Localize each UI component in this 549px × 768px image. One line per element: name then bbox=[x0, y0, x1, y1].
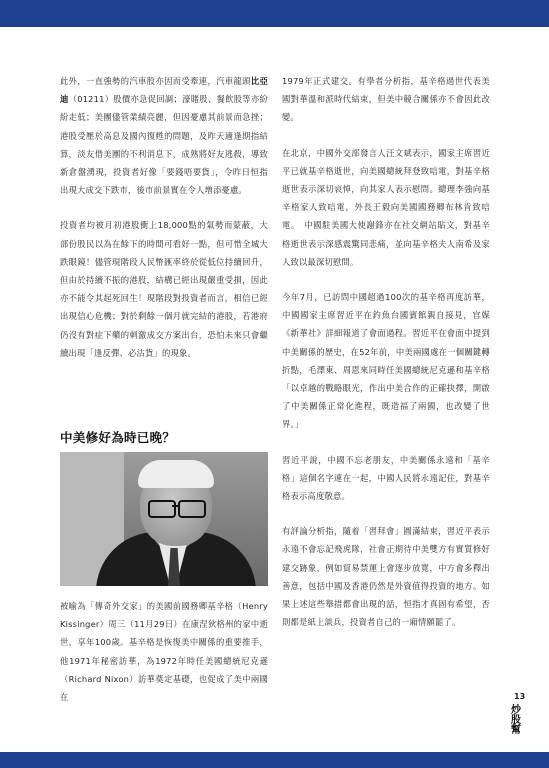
article-paragraph: 今年7月，已訪問中國超過100次的基辛格再度訪華，中國國家主席習近平在釣魚台國賓館親自接見，官媒《新華社》詳細報道了會面過程。習近平在會面中提到中美關係的歷史，在52年前，中美兩國處在一個關鍵轉折點，毛澤東、周恩來同時任美國總統尼克遜和基辛格「以卓越的戰略眼光，作出中美合作的正確抉擇，開啟了中美關係正常化進程，既造福了兩國，也改變了世界。」 bbox=[282, 292, 490, 430]
page-number: 13 bbox=[514, 692, 526, 701]
portrait-photo bbox=[60, 452, 268, 586]
article-paragraph: 1979年正式建交。有學者分析指，基辛格過世代表美國對華溫和派時代結束，但美中競合關係亦不會因此改變。 bbox=[282, 76, 490, 123]
bottom-banner-bar bbox=[0, 752, 549, 768]
bold-stock-name: 比亞迪 bbox=[60, 76, 268, 105]
article-paragraph: 投資者均被月初港股衝上18,000點的氣勢而蒙蔽，大部份股民以為在餘下的時間可看好一點，但可惜全城大跌眼鏡！儘管現階段人民幣匯率終於從低位持續回升，但由於持續不振的港股，結構已經出現嚴重受損，因此亦不能令其起死回生！現階段對投資者而言，相信已經出現信心危機；對於剩餘一個月就完結的港股，若港府仍沒有對症下藥的刺激成交方案出台，恐怕未來只會繼續出現「逢反彈、必沽貨」的現象。 bbox=[60, 220, 268, 358]
article-paragraph: 在北京，中國外交部發言人汪文斌表示，國家主席習近平已就基辛格逝世，向美國總統拜登致唁電，對基辛格逝世表示深切哀悼，向其家人表示慰問。總理李強向基辛格家人致唁電，外長王毅向美國國務卿布林肯致唁電。 中國駐美國大使謝鋒亦在社交網站貼文，對基辛格逝世表示深感震驚同悲痛，並向基辛格夫人南希及家人致以最深切慰問。 bbox=[282, 147, 490, 267]
article-paragraph: 有評論分析指，隨着「習拜會」圓滿結束，習近平表示永遠不會忘記飛虎隊，社會正期待中美雙方有實質修好建交跡象，例如貿易禁運上會逐步放寬，中方會多釋出善意，包括中國及香港仍然是外資值得投資的地方。如果上述這些舉措都會出現的話，恒指才真固有希望，否則都是紙上談兵，投資者自己的一廂情願罷了。 bbox=[282, 526, 490, 628]
paragraph-text: 此外，一直強勢的汽車股亦因而受牽連，汽車龍頭 bbox=[60, 76, 251, 86]
top-banner-bar bbox=[0, 0, 549, 27]
right-column bbox=[282, 72, 490, 631]
section-heading: 中美修好為時已晚？ bbox=[60, 430, 176, 445]
brand-logo-text: 炒股幫 bbox=[511, 705, 521, 736]
article-paragraph: 習近平說，中國不忘老朋友，中美關係永遠和「基辛格」這個名字連在一起，中國人民將永遠記住，對基辛格表示高度敬意。 bbox=[282, 454, 490, 502]
left-column bbox=[60, 72, 268, 362]
left-column-lower bbox=[60, 597, 268, 706]
article-paragraph bbox=[60, 72, 268, 199]
article-paragraph: 被喻為「傳奇外交家」的美國前國務卿基辛格（Henry Kissinger）周三（11月29日）在康涅狄格州的家中逝世，享年100歲。基辛格是恢復美中關係的重要推手，他1971年秘密訪華，為1972年時任美國總統尼克遜（Richard Nixon）訪華奠定基礎，也促成了美中兩國在 bbox=[60, 601, 268, 703]
paragraph-text: （01211）股價亦急促回調；濠賭股、餐飲股等亦紛紛走低；美團儘管業績亮麗，但因憂慮其前景而急挫；港股受壓於高息及國內復甦的問題，及昨天適逢期指結算，淡友借美團的不利消息下，成熟將好友逃殺，導致新倉盤湧現，投資者好像「要錢唔要貨」，令昨日恒指出現大成交下跌市，後市前景實在令人增添憂慮。 bbox=[60, 94, 268, 196]
